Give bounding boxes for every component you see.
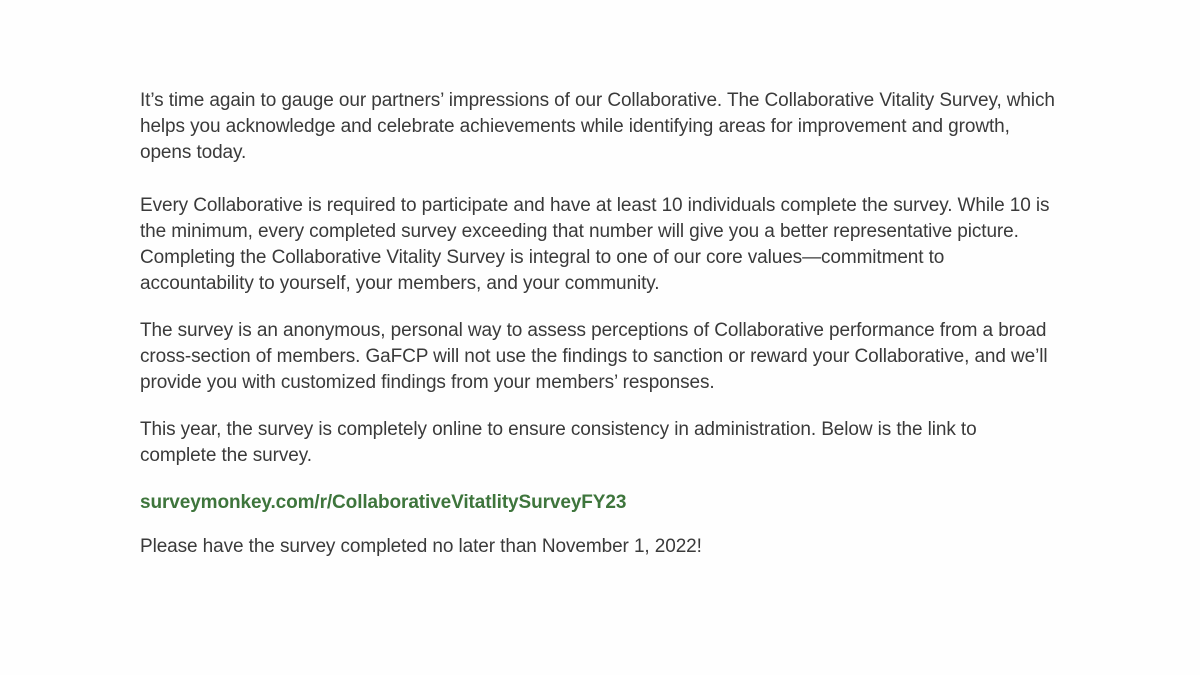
paragraph-anonymity: The survey is an anonymous, personal way to assess perceptions of Collaborative performance from a broad cross-section of members. GaFCP will not use the findings to sanction or reward your Collaborative, and we’ll provide you with customized findings from your members’ responses. <box>140 320 1048 393</box>
survey-link[interactable]: surveymonkey.com/r/CollaborativeVitatlitySurveyFY23 <box>140 492 627 513</box>
paragraph-deadline: Please have the survey completed no later than November 1, 2022! <box>140 536 702 557</box>
letter-body <box>140 88 1055 560</box>
survey-link-row <box>140 490 1055 516</box>
paragraph-intro: It’s time again to gauge our partners’ impressions of our Collaborative. The Collaborative Vitality Survey, which helps you acknowledge and celebrate achievements while identifying areas for improvement and growth, opens today. <box>140 90 1055 163</box>
paragraph-participation-requirements: Every Collaborative is required to participate and have at least 10 individuals complete the survey. While 10 is the minimum, every completed survey exceeding that number will give you a better representative picture. Completing the Collaborative Vitality Survey is integral to one of our core values—commitment to accountability to yourself, your members, and your community. <box>140 195 1050 294</box>
paragraph-online-administration: This year, the survey is completely online to ensure consistency in administration. Below is the link to complete the survey. <box>140 419 977 466</box>
